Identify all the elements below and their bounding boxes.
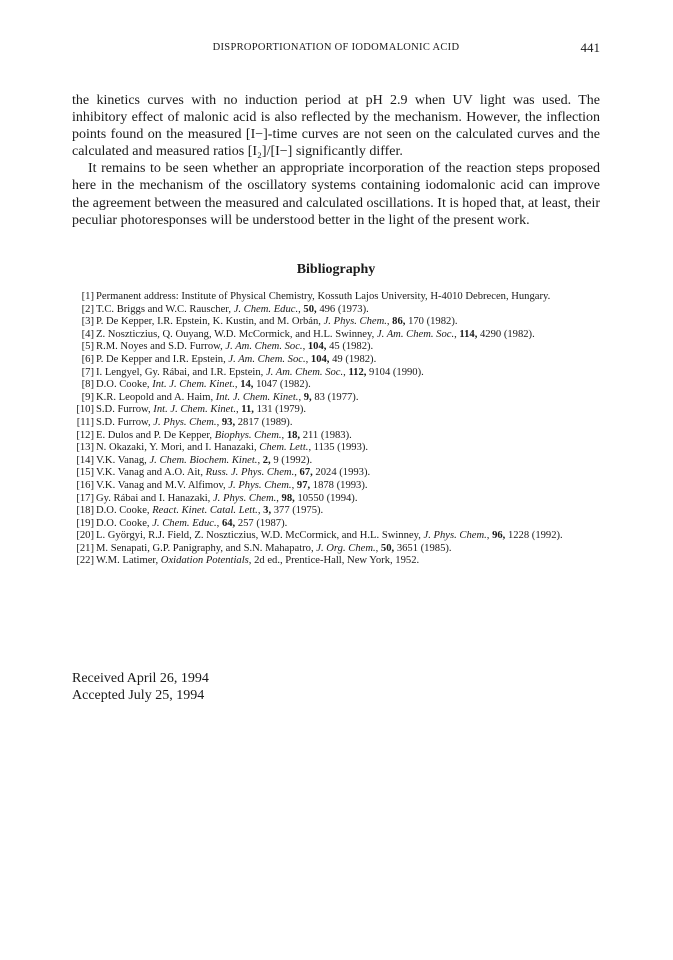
reference-separator: , (302, 341, 308, 353)
reference-number: [ 22 ] (72, 555, 94, 568)
reference-authors: V.K. Vanag and A.O. Ait, (96, 467, 206, 479)
reference-separator: , (257, 505, 264, 517)
received-date: Received April 26, 1994 (72, 671, 209, 686)
reference-item (72, 404, 600, 417)
reference-separator: , (216, 517, 222, 529)
reference-authors: Z. Noszticzius, Q. Ouyang, W.D. McCormick, and H.L. Swinney, (96, 328, 377, 340)
reference-volume: 98, (281, 492, 295, 504)
reference-journal: Biophys. Chem. (214, 429, 282, 441)
reference-authors: T.C. Briggs and W.C. Rauscher, (96, 303, 234, 315)
reference-volume: 93, (221, 416, 236, 428)
reference-volume: 9, (303, 391, 312, 403)
reference-item (72, 341, 600, 354)
reference-separator: , (276, 492, 282, 504)
reference-authors: S.D. Furrow, (96, 404, 154, 416)
bibliography-heading: Bibliography (296, 262, 376, 277)
reference-number: [ 9 ] (72, 392, 94, 405)
reference-number: [ 1 ] (72, 291, 94, 304)
running-head (72, 42, 600, 60)
reference-number: [ 11 ] (72, 417, 94, 430)
reference-separator: , (257, 454, 263, 466)
reference-volume: 50, (380, 542, 395, 554)
reference-pages-year: 2024 (1993). (312, 467, 371, 479)
reference-journal: J. Phys. Chem. (323, 316, 387, 328)
manuscript-dates (72, 670, 209, 704)
reference-item (72, 518, 600, 531)
reference-authors: M. Senapati, G.P. Panigraphy, and S.N. Mahapatro, (96, 542, 317, 554)
reference-volume: 2, (262, 454, 271, 466)
reference-separator: , (298, 391, 304, 403)
reference-pages-year: 49 (1982). (329, 353, 377, 365)
reference-authors: V.K. Vanag and M.V. Alfimov, (96, 479, 229, 491)
reference-volume: 104, (307, 341, 327, 353)
reference-journal: J. Org. Chem. (316, 542, 376, 554)
reference-journal: J. Phys. Chem. (228, 479, 292, 491)
reference-pages-year: 496 (1973). (316, 303, 369, 315)
reference-authors: D.O. Cooke, (96, 517, 153, 529)
reference-number: [ 12 ] (72, 430, 94, 443)
reference-pages-year: 83 (1977). (311, 391, 359, 403)
reference-item (72, 442, 600, 455)
reference-authors: R.M. Noyes and S.D. Furrow, (96, 341, 226, 353)
reference-authors: P. De Kepper and I.R. Epstein, (96, 353, 229, 365)
reference-journal: J. Am. Chem. Soc. (225, 341, 303, 353)
reference-separator: , (235, 404, 242, 416)
reference-journal: J. Am. Chem. Soc. (228, 353, 306, 365)
reference-pages-year: 377 (1975). (271, 505, 324, 517)
reference-authors: K.R. Leopold and A. Haim, (96, 391, 216, 403)
reference-volume: 3, (263, 505, 272, 517)
reference-pages-year: 9 (1992). (270, 454, 313, 466)
reference-number: [ 20 ] (72, 530, 94, 543)
reference-number: [ 3 ] (72, 316, 94, 329)
reference-number: [ 15 ] (72, 467, 94, 480)
reference-separator: , (294, 467, 300, 479)
reference-item (72, 543, 600, 556)
reference-number: [ 14 ] (72, 455, 94, 468)
reference-pages-year: 257 (1987). (235, 517, 288, 529)
reference-journal: Int. J. Chem. Kinet. (152, 379, 235, 391)
reference-item (72, 530, 600, 543)
reference-number: [ 19 ] (72, 518, 94, 531)
page-number: 441 (580, 40, 600, 55)
reference-journal: J. Am. Chem. Soc. (265, 366, 344, 378)
reference-item (72, 505, 600, 518)
paragraph: the kinetics curves with no induction period at pH 2.9 when UV light was used. The inhibitory effect of malonic acid is also reflected by the mechanism. However, the inflection points found on the measured [I−]-time curves are not seen on the calculated curves and the calculated and measured ratios [I₂]/[I−] significantly differ. (72, 93, 600, 160)
reference-authors: Gy. Rábai and I. Hanazaki, (96, 492, 213, 504)
reference-volume: 86, (392, 316, 406, 328)
reference-volume: 64, (221, 517, 236, 529)
reference-separator: , (234, 379, 241, 391)
reference-journal: J. Chem. Educ. (233, 303, 299, 315)
reference-number: [ 17 ] (72, 493, 94, 506)
reference-number: [ 4 ] (72, 329, 94, 342)
reference-authors: W.M. Latimer, (96, 555, 161, 567)
reference-journal: Int. J. Chem. Kinet. (153, 404, 236, 416)
reference-authors: D.O. Cooke, (96, 379, 153, 391)
reference-list (72, 291, 600, 568)
reference-number: [ 7 ] (72, 367, 94, 380)
reference-journal: Russ. J. Phys. Chem. (205, 467, 295, 479)
reference-item (72, 555, 600, 568)
reference-item (72, 354, 600, 367)
reference-number: [ 8 ] (72, 379, 94, 392)
reference-pages-year: 1228 (1992). (505, 530, 563, 542)
reference-volume: 97, (296, 479, 311, 491)
reference-item (72, 417, 600, 430)
reference-authors: Permanent address: Institute of Physical Chemistry, Kossuth Lajos University, H-4010 Debrecen, Hungary. (96, 291, 551, 302)
reference-pages-year: 170 (1982). (405, 316, 458, 328)
reference-journal: Oxidation Potentials (160, 555, 249, 567)
reference-volume: 96, (492, 530, 506, 542)
reference-journal: J. Am. Chem. Soc. (376, 328, 455, 340)
reference-separator: , (386, 316, 393, 328)
reference-pages-year: 9104 (1990). (366, 366, 424, 378)
reference-pages-year: 45 (1982). (326, 341, 374, 353)
reference-volume: 50, (303, 303, 317, 315)
reference-journal: J. Phys. Chem. (423, 530, 487, 542)
reference-item (72, 304, 600, 317)
reference-authors: L. Györgyi, R.J. Field, Z. Noszticzius, W.D. McCormick, and H.L. Swinney, (96, 530, 424, 542)
reference-authors: E. Dulos and P. De Kepper, (96, 429, 215, 441)
reference-number: [ 6 ] (72, 354, 94, 367)
reference-journal: React. Kinet. Catal. Lett. (152, 505, 258, 517)
reference-journal: J. Chem. Biochem. Kinet. (149, 454, 258, 466)
reference-volume: 112, (348, 366, 367, 378)
reference-separator: , (308, 442, 314, 454)
reference-separator: , (281, 429, 287, 441)
reference-number: [ 10 ] (72, 404, 94, 417)
reference-item (72, 291, 600, 304)
reference-volume: 14, (240, 379, 254, 391)
reference-item (72, 329, 600, 342)
reference-authors: I. Lengyel, Gy. Rábai, and I.R. Epstein, (96, 366, 266, 378)
reference-number: [ 2 ] (72, 304, 94, 317)
reference-journal: J. Chem. Educ. (152, 517, 217, 529)
reference-volume: 18, (286, 429, 301, 441)
reference-journal: Chem. Lett. (259, 442, 309, 454)
reference-separator: , (454, 328, 460, 340)
reference-separator: , (216, 416, 222, 428)
reference-number: [ 21 ] (72, 543, 94, 556)
reference-volume: 67, (299, 467, 313, 479)
reference-item (72, 467, 600, 480)
reference-pages-year: 10550 (1994). (294, 492, 358, 504)
reference-journal: J. Phys. Chem. (153, 416, 217, 428)
reference-number: [ 5 ] (72, 341, 94, 354)
reference-separator: , (291, 479, 297, 491)
reference-number: [ 18 ] (72, 505, 94, 518)
accepted-date: Accepted July 25, 1994 (72, 688, 205, 703)
reference-authors: S.D. Furrow, (96, 416, 154, 428)
reference-volume: 11, (241, 404, 254, 416)
reference-item (72, 392, 600, 405)
paragraph: It remains to be seen whether an appropriate incorporation of the reaction steps proposed here in the mechanism of the oscillatory systems containing iodomalonic acid can improve the agreement between the measured and calculated oscillations. It is hoped that, at least, their peculiar photoresponses will be understood better in the light of the present work. (72, 161, 600, 228)
reference-authors: V.K. Vanag, (96, 454, 150, 466)
reference-separator: , (343, 366, 349, 378)
reference-separator: , (375, 542, 381, 554)
reference-pages-year: 4290 (1982). (477, 328, 535, 340)
reference-volume: 114, (459, 328, 478, 340)
reference-journal: J. Phys. Chem. (212, 492, 277, 504)
reference-journal: Int. J. Chem. Kinet. (215, 391, 299, 403)
reference-item (72, 430, 600, 443)
reference-separator: , 2d ed., Prentice-Hall, New York, 1952. (248, 555, 420, 567)
reference-authors: N. Okazaki, Y. Mori, and I. Hanazaki, (96, 442, 260, 454)
body-text (72, 92, 600, 229)
reference-separator: , (305, 353, 311, 365)
reference-authors: P. De Kepper, I.R. Epstein, K. Kustin, and M. Orbán, (96, 316, 324, 328)
reference-authors: D.O. Cooke, (96, 505, 153, 517)
reference-item (72, 480, 600, 493)
reference-pages-year: 2817 (1989). (235, 416, 293, 428)
reference-pages-year: 1047 (1982). (253, 379, 311, 391)
reference-separator: , (298, 303, 304, 315)
running-title: DISPROPORTIONATION OF IODOMALONIC ACID (212, 42, 460, 53)
reference-item (72, 379, 600, 392)
reference-pages-year: 1878 (1993). (310, 479, 368, 491)
reference-item (72, 367, 600, 380)
reference-pages-year: 3651 (1985). (394, 542, 452, 554)
reference-item (72, 455, 600, 468)
reference-volume: 104, (310, 353, 330, 365)
reference-number: [ 13 ] (72, 442, 94, 455)
reference-number: [ 16 ] (72, 480, 94, 493)
reference-separator: , (486, 530, 493, 542)
reference-pages-year: 1135 (1993). (313, 442, 369, 454)
reference-item (72, 493, 600, 506)
reference-pages-year: 211 (1983). (300, 429, 352, 441)
reference-pages-year: 131 (1979). (253, 404, 307, 416)
reference-item (72, 316, 600, 329)
